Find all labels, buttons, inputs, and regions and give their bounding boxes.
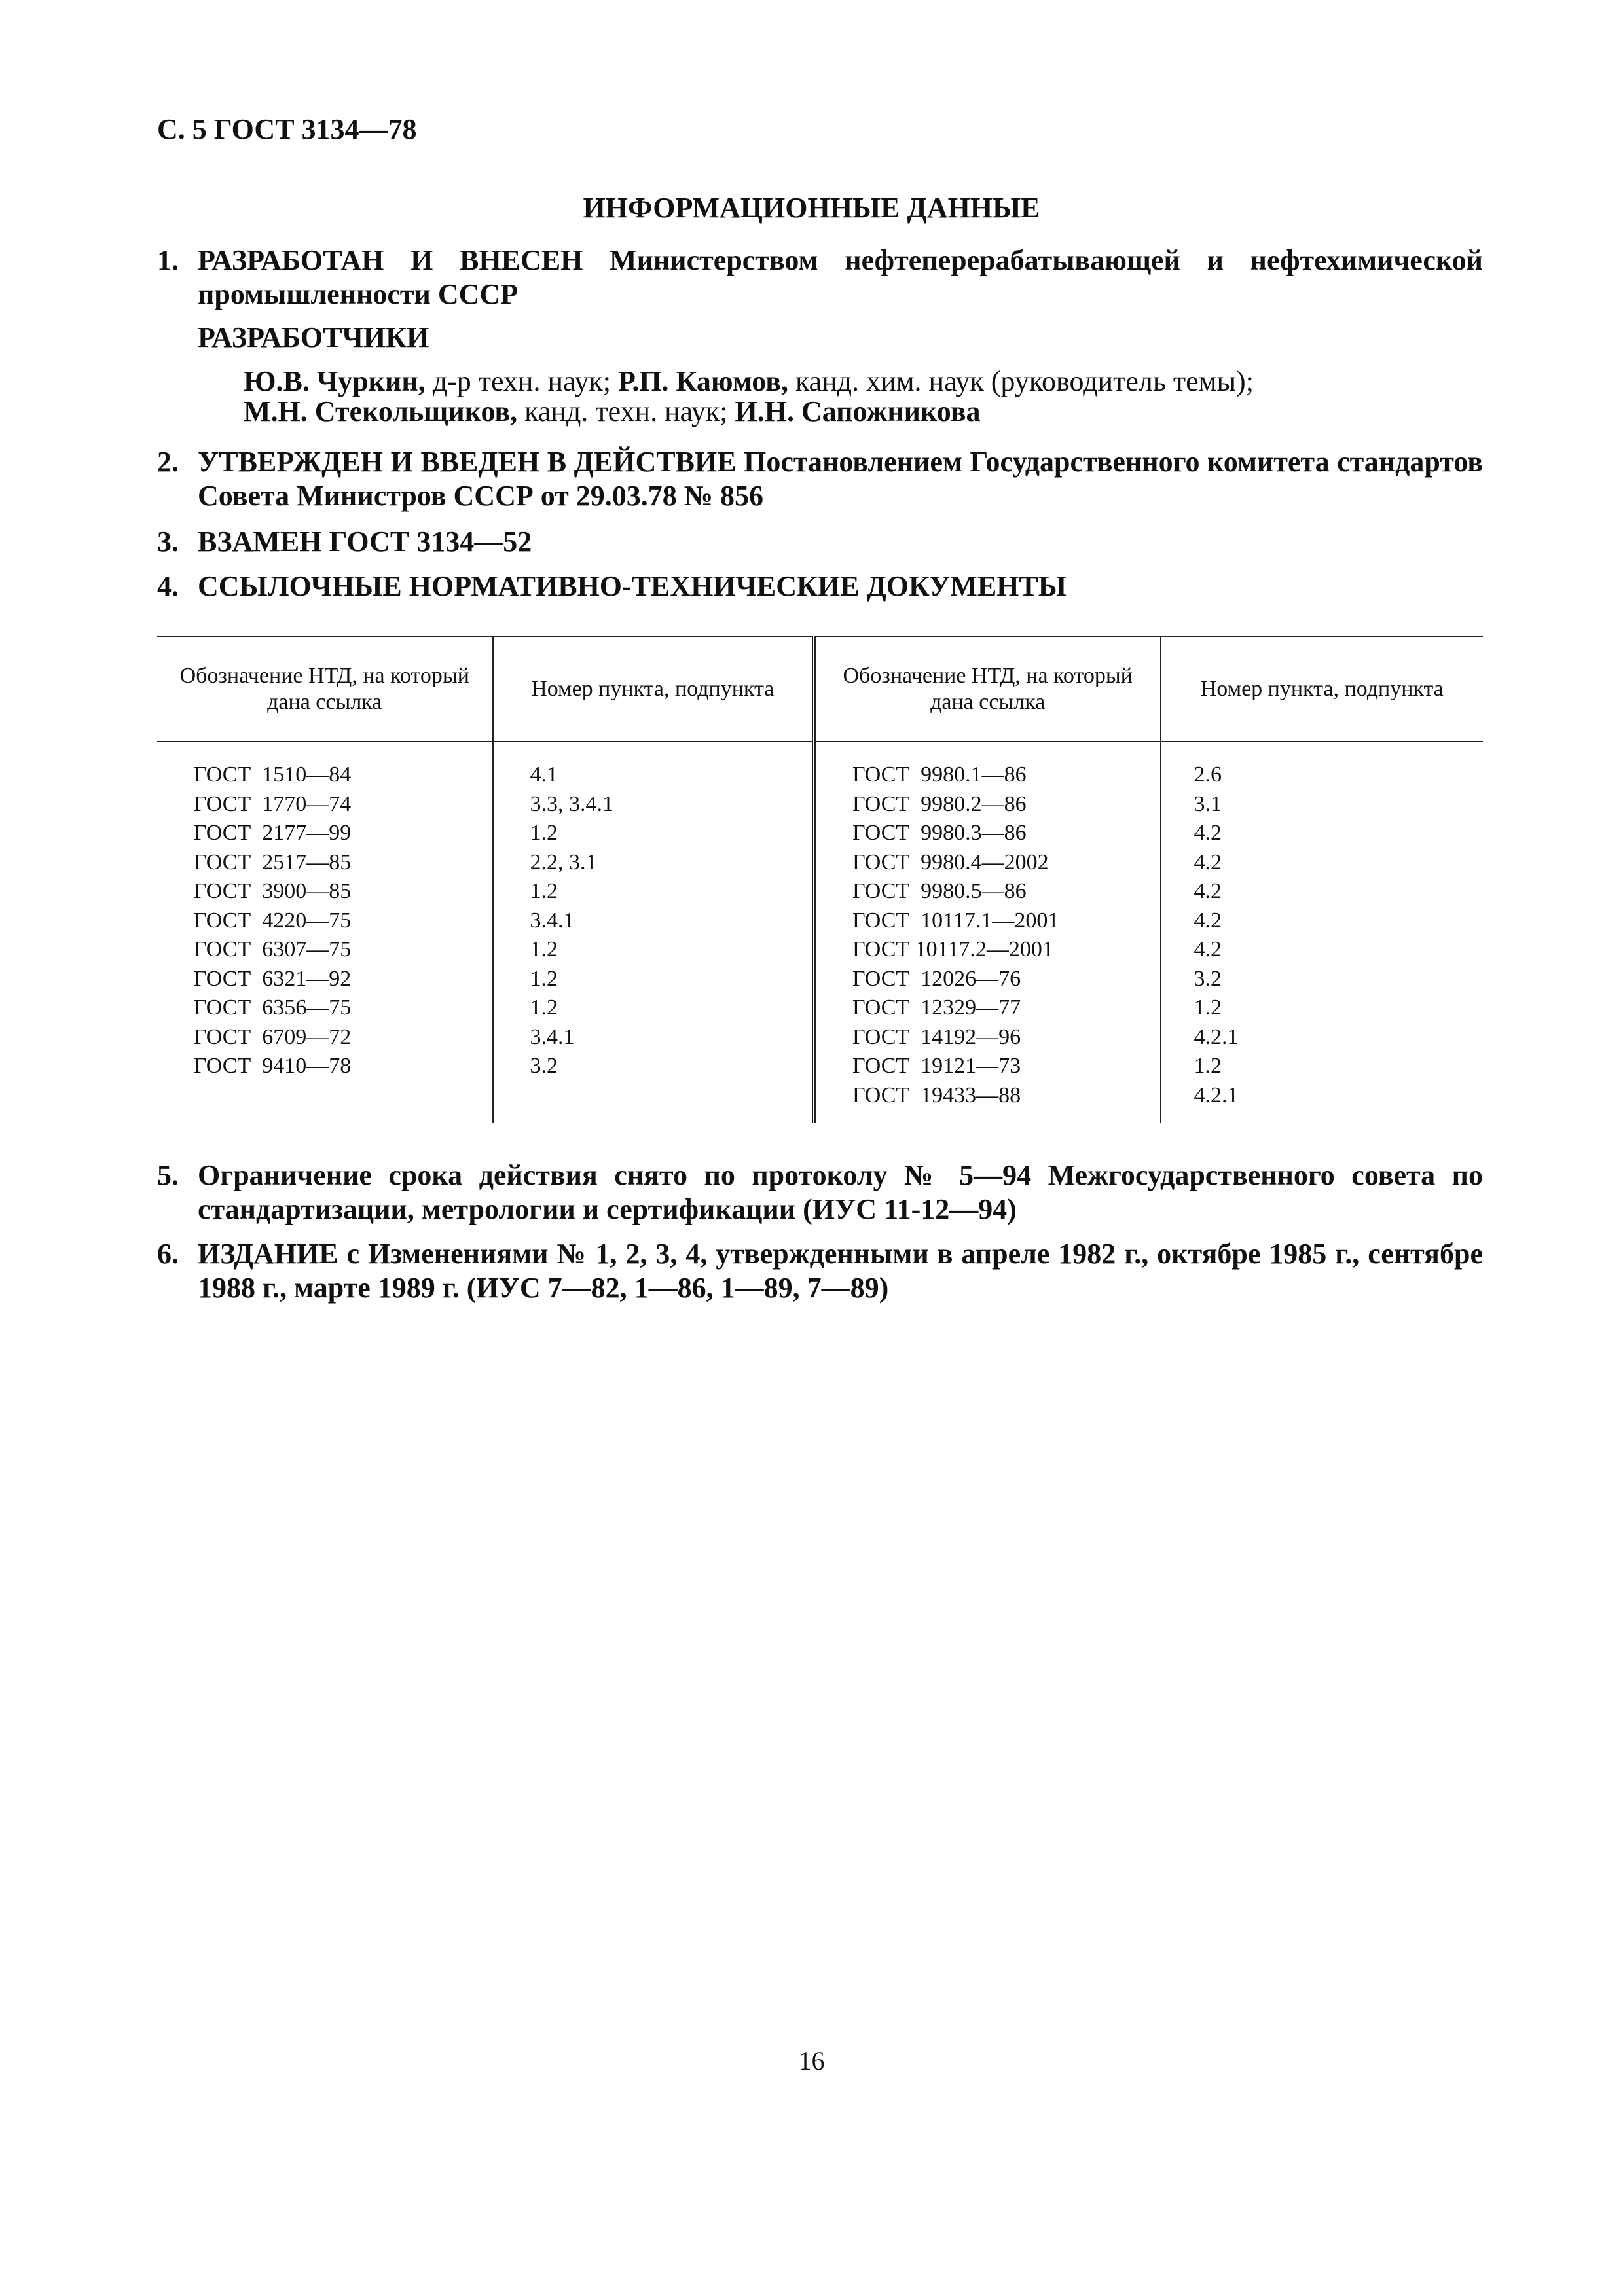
item-3 — [157, 525, 1483, 559]
reference-designation: ГОСТ 6321—92 — [194, 966, 352, 991]
item-4 — [157, 569, 1483, 603]
reference-designation: ГОСТ 1770—74 — [194, 791, 352, 816]
section-title: ИНФОРМАЦИОННЫЕ ДАННЫЕ — [583, 192, 1040, 224]
reference-designation: ГОСТ 6307—75 — [194, 937, 352, 961]
reference-designation: ГОСТ 1510—84 — [194, 762, 352, 787]
developer-info: канд. хим. наук (руководитель темы); — [788, 365, 1254, 397]
header-clause: Номер пункта, подпункта — [493, 637, 814, 742]
header-designation: Обозначение НТД, на который дана ссылка — [157, 637, 493, 742]
reference-clause: 3.4.1 — [530, 908, 575, 933]
reference-designation: ГОСТ 10117.2—2001 — [852, 937, 1053, 961]
left-clauses — [493, 742, 814, 1123]
developer-info: д-р техн. наук; — [425, 365, 618, 397]
page-header: С. 5 ГОСТ 3134—78 — [157, 113, 417, 145]
reference-designation: ГОСТ 6356—75 — [194, 996, 352, 1020]
reference-designation: ГОСТ 3900—85 — [194, 879, 352, 903]
item-1-number: 1. — [157, 244, 179, 276]
item-6 — [157, 1237, 1483, 1305]
page-number: 16 — [798, 2046, 825, 2075]
right-designations — [814, 742, 1161, 1123]
developer-name: М.Н. Стекольщиков, — [244, 395, 518, 427]
reference-designation: ГОСТ 9980.3—86 — [852, 821, 1027, 845]
item-3-number: 3. — [157, 526, 179, 558]
reference-designation: ГОСТ 19433—88 — [852, 1083, 1021, 1107]
reference-designation: ГОСТ 9980.2—86 — [852, 791, 1027, 816]
reference-designation: ГОСТ 9980.5—86 — [852, 879, 1027, 903]
reference-designation: ГОСТ 2177—99 — [194, 821, 352, 845]
reference-clause: 4.2 — [1194, 937, 1222, 961]
item-2 — [157, 445, 1483, 513]
reference-clause: 4.2 — [1194, 850, 1222, 874]
reference-clause: 1.2 — [1194, 996, 1222, 1020]
item-1-text: Министерством нефтеперерабатывающей и нефтехимической промышленности СССР — [198, 244, 1483, 310]
reference-designation: ГОСТ 2517—85 — [194, 850, 352, 874]
developer-name: Р.П. Каюмов, — [617, 365, 788, 397]
reference-designation: ГОСТ 14192—96 — [852, 1024, 1021, 1049]
reference-clause: 1.2 — [530, 937, 558, 961]
right-clauses — [1161, 742, 1483, 1123]
reference-designation: ГОСТ 4220—75 — [194, 908, 352, 933]
reference-designation: ГОСТ 12329—77 — [852, 996, 1021, 1020]
item-3-text: ВЗАМЕН ГОСТ 3134—52 — [198, 526, 532, 558]
header-designation: Обозначение НТД, на который дана ссылка — [814, 637, 1161, 742]
developer-info: канд. техн. наук; — [517, 395, 735, 427]
reference-clause: 1.2 — [530, 879, 558, 903]
item-6-text: ИЗДАНИЕ с Изменениями № 1, 2, 3, 4, утвержденными в апреле 1982 г., октябре 1985 г., сентябре 1988 г., марте 1989 г. (ИУС 7—82, 1—86, 1—89, 7—89) — [198, 1238, 1483, 1304]
item-1-bold: РАЗРАБОТАН И ВНЕСЕН — [198, 244, 583, 276]
item-5 — [157, 1158, 1483, 1227]
reference-clause: 3.1 — [1194, 791, 1222, 816]
item-4-number: 4. — [157, 570, 179, 602]
item-1 — [157, 243, 1483, 312]
reference-clause: 3.2 — [530, 1054, 558, 1078]
item-2-bold: УТВЕРЖДЕН И ВВЕДЕН В ДЕЙСТВИЕ — [198, 446, 737, 478]
reference-clause: 4.2 — [1194, 879, 1222, 903]
item-5-text: Ограничение срока действия снято по протоколу № 5—94 Межгосударственного совета по стандартизации, метрологии и сертификации (ИУС 11-12—94) — [198, 1159, 1483, 1225]
reference-clause: 2.2, 3.1 — [530, 850, 597, 874]
reference-clause: 4.2.1 — [1194, 1024, 1239, 1049]
reference-clause: 1.2 — [1194, 1054, 1222, 1078]
reference-designation: ГОСТ 9980.1—86 — [852, 762, 1027, 787]
item-2-text: Постановлением Государственного комитета стандартов Совета Министров СССР от 29.03.78 № 856 — [198, 446, 1483, 512]
reference-clause: 4.2 — [1194, 821, 1222, 845]
item-6-number: 6. — [157, 1238, 179, 1270]
reference-clause: 4.2 — [1194, 908, 1222, 933]
reference-clause: 3.4.1 — [530, 1024, 575, 1049]
developer-name: И.Н. Сапожникова — [735, 395, 981, 427]
left-designations — [157, 742, 493, 1123]
reference-designation: ГОСТ 9980.4—2002 — [852, 850, 1049, 874]
reference-clause: 4.2.1 — [1194, 1083, 1239, 1107]
reference-designation: ГОСТ 9410—78 — [194, 1054, 352, 1078]
reference-designation: ГОСТ 10117.1—2001 — [852, 908, 1059, 933]
developers-label: РАЗРАБОТЧИКИ — [198, 321, 429, 353]
references-table — [157, 636, 1483, 1123]
reference-clause: 2.6 — [1194, 762, 1222, 787]
developers-line-1 — [244, 367, 1254, 397]
reference-clause: 1.2 — [530, 821, 558, 845]
reference-clause: 1.2 — [530, 996, 558, 1020]
reference-clause: 4.1 — [530, 762, 558, 787]
item-2-number: 2. — [157, 446, 179, 478]
reference-designation: ГОСТ 19121—73 — [852, 1054, 1021, 1078]
reference-designation: ГОСТ 6709—72 — [194, 1024, 352, 1049]
item-5-number: 5. — [157, 1159, 179, 1191]
reference-clause: 3.2 — [1194, 966, 1222, 991]
reference-designation: ГОСТ 12026—76 — [852, 966, 1021, 991]
item-4-text: ССЫЛОЧНЫЕ НОРМАТИВНО-ТЕХНИЧЕСКИЕ ДОКУМЕНТЫ — [198, 570, 1067, 602]
developers-list — [244, 367, 1254, 427]
developer-name: Ю.В. Чуркин, — [244, 365, 426, 397]
reference-clause: 3.3, 3.4.1 — [530, 791, 614, 816]
reference-clause: 1.2 — [530, 966, 558, 991]
developers-line-2 — [244, 397, 1254, 427]
header-clause: Номер пункта, подпункта — [1161, 637, 1483, 742]
